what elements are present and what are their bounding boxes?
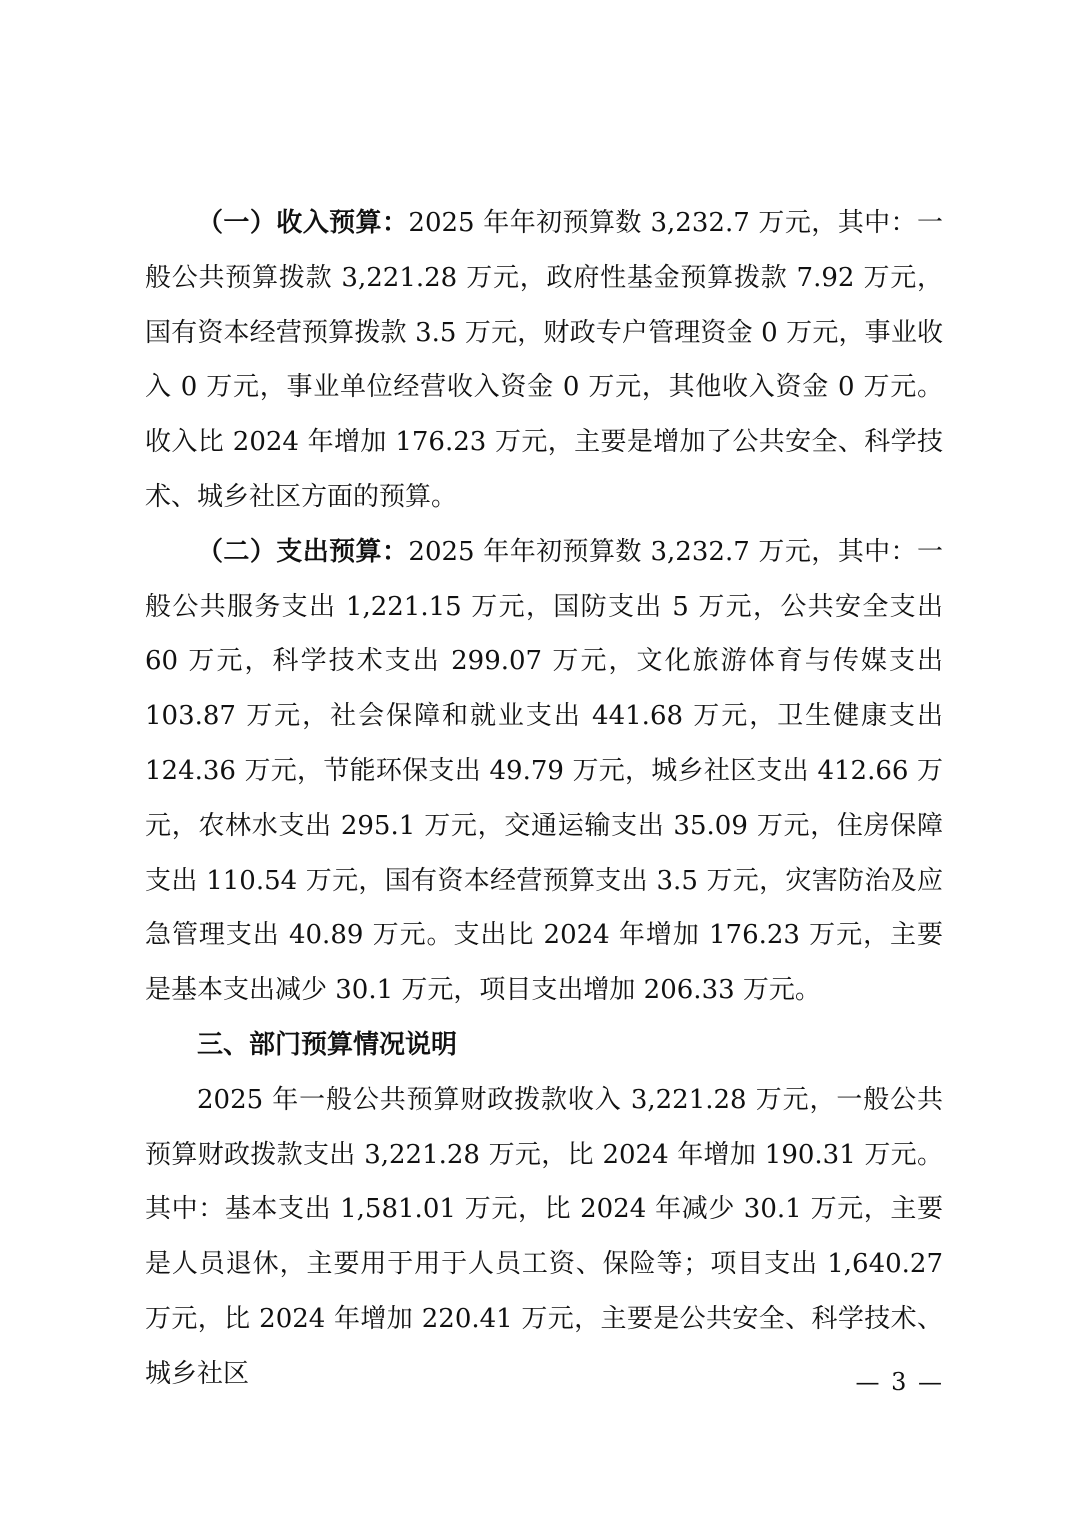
- section-heading: 三、部门预算情况说明: [197, 1029, 458, 1060]
- section-paragraph: 2025 年一般公共预算财政拨款收入 3,221.28 万元，一般公共预算财政拨款支出 3,221.28 万元，比 2024 年增加 190.31 万元。其中：基本支出 1,581.01 万元，比 2024 年减少 30.1 万元，主要是人员退休，主要用于用于人员工资、保险等；项目支出 1,640.27 万元，比 2024 年增加 220.41 万元，主要是公共安全、科学技术、城乡社区: [145, 1084, 943, 1389]
- expense-budget-paragraph: [145, 525, 943, 1018]
- expense-budget-text: 2025 年年初预算数 3,232.7 万元，其中：一般公共服务支出 1,221.15 万元，国防支出 5 万元，公共安全支出 60 万元，科学技术支出 299.07 万元，文化旅游体育与传媒支出 103.87 万元，社会保障和就业支出 441.68 万元，卫生健康支出 124.36 万元，节能环保支出 49.79 万元，城乡社区支出 412.66 万元，农林水支出 295.1 万元，交通运输支出 35.09 万元，住房保障支出 110.54 万元，国有资本经营预算支出 3.5 万元，灾害防治及应急管理支出 40.89 万元。支出比 2024 年增加 176.23 万元，主要是基本支出减少 30.1 万元，项目支出增加 206.33 万元。: [145, 536, 943, 1006]
- income-budget-text: 2025 年年初预算数 3,232.7 万元，其中：一般公共预算拨款 3,221.28 万元，政府性基金预算拨款 7.92 万元，国有资本经营预算拨款 3.5 万元，财政专户管理资金 0 万元，事业收入 0 万元，事业单位经营收入资金 0 万元，其他收入资金 0 万元。收入比 2024 年增加 176.23 万元，主要是增加了公共安全、科学技术、城乡社区方面的预算。: [145, 208, 943, 512]
- document-body: [145, 196, 943, 1402]
- page-number: — 3 —: [855, 1368, 944, 1396]
- income-budget-paragraph: [145, 196, 943, 525]
- expense-budget-lead: （二）支出预算：: [197, 536, 409, 567]
- income-budget-lead: （一）收入预算：: [197, 208, 409, 238]
